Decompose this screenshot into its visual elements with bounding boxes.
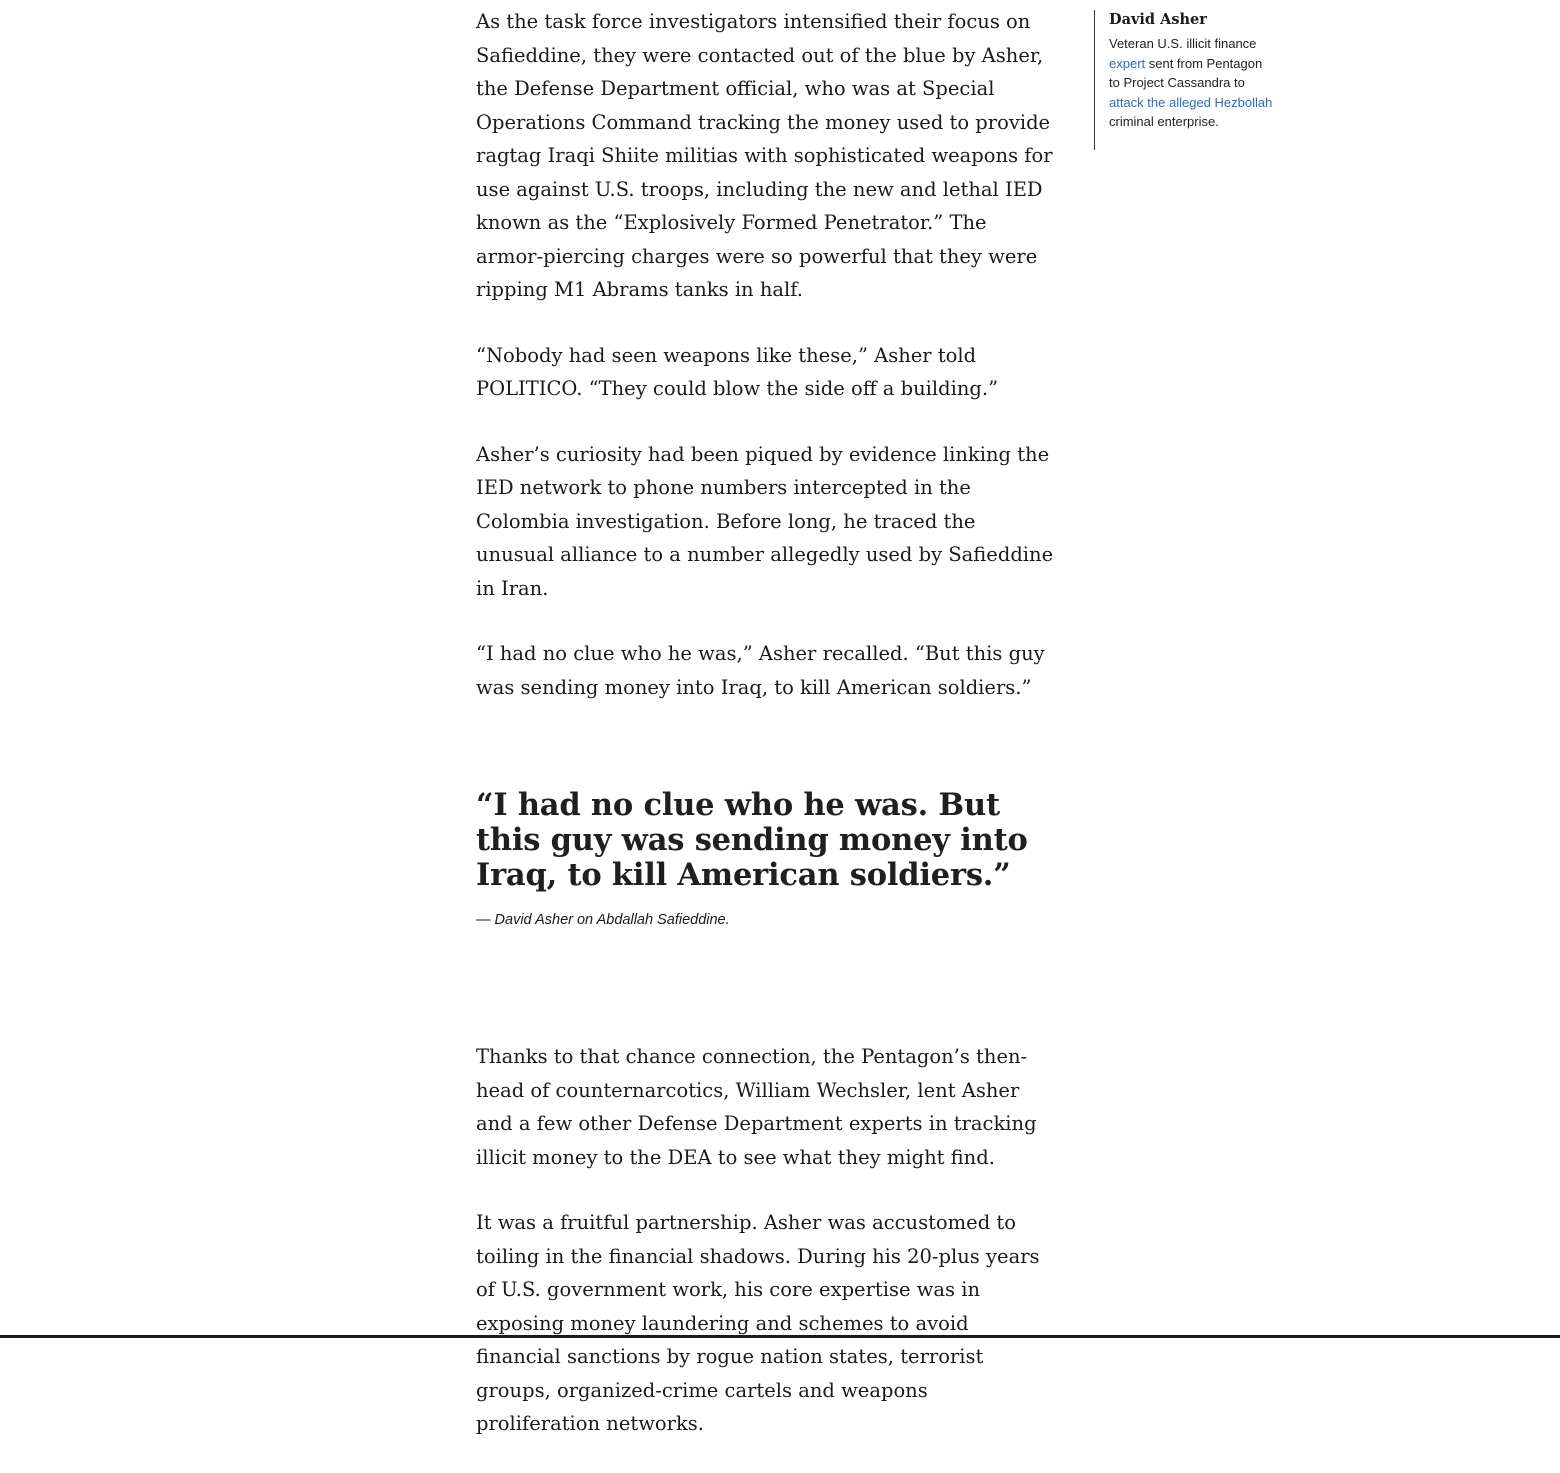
article-paragraph: Asher’s curiosity had been piqued by evidence linking the IED network to phone numbers intercepted in the Colombia investigation. Before long, he traced the unusual alliance to a number allegedly used by Safieddine in Iran. [476, 442, 1054, 600]
profile-desc-text: Veteran U.S. illicit finance [1109, 36, 1257, 51]
profile-description [1109, 34, 1274, 132]
pull-quote-text: “I had no clue who he was. But this guy was sending money into Iraq, to kill American soldiers.” [476, 787, 1028, 893]
article-body [476, 5, 1056, 1473]
sidebar-profile-card [1094, 10, 1274, 150]
bottom-divider [0, 1335, 1560, 1338]
pull-quote-attribution: — David Asher on Abdallah Safieddine. [476, 912, 730, 928]
article-paragraph: “I had no clue who he was,” Asher recalled. “But this guy was sending money into Iraq, to kill American soldiers.” [476, 642, 1045, 699]
expert-link[interactable]: expert [1109, 55, 1146, 71]
profile-desc-text: sent from Pentagon to Project Cassandra to [1109, 55, 1263, 91]
hezbollah-link[interactable]: attack the alleged Hezbollah [1109, 94, 1273, 110]
pull-quote [476, 788, 1056, 930]
article-paragraph: Thanks to that chance connection, the Pentagon’s then-head of counternarcotics, William Wechsler, lent Asher and a few other Defense Department experts in tracking illicit money to the DEA to see what they might find. [476, 1045, 1037, 1169]
profile-name: David Asher [1109, 11, 1207, 28]
article-paragraph: It was a fruitful partnership. Asher was accustomed to toiling in the financial shadows. During his 20-plus years of U.S. government work, his core expertise was in exposing money laundering and schemes to avoid financial sanctions by rogue nation states, terrorist groups, organized-crime cartels and weapons proliferation networks. [476, 1211, 1040, 1435]
profile-desc-text: criminal enterprise. [1109, 114, 1219, 130]
article-paragraph: As the task force investigators intensified their focus on Safieddine, they were contacted out of the blue by Asher, the Defense Department official, who was at Special Operations Command tracking the money used to provide ragtag Iraqi Shiite militias with sophisticated weapons for use against U.S. troops, including the new and lethal IED known as the “Explosively Formed Penetrator.” The armor-piercing charges were so powerful that they were ripping M1 Abrams tanks in half. [476, 10, 1053, 301]
article-paragraph: “Nobody had seen weapons like these,” Asher told POLITICO. “They could blow the side off a building.” [476, 343, 999, 400]
